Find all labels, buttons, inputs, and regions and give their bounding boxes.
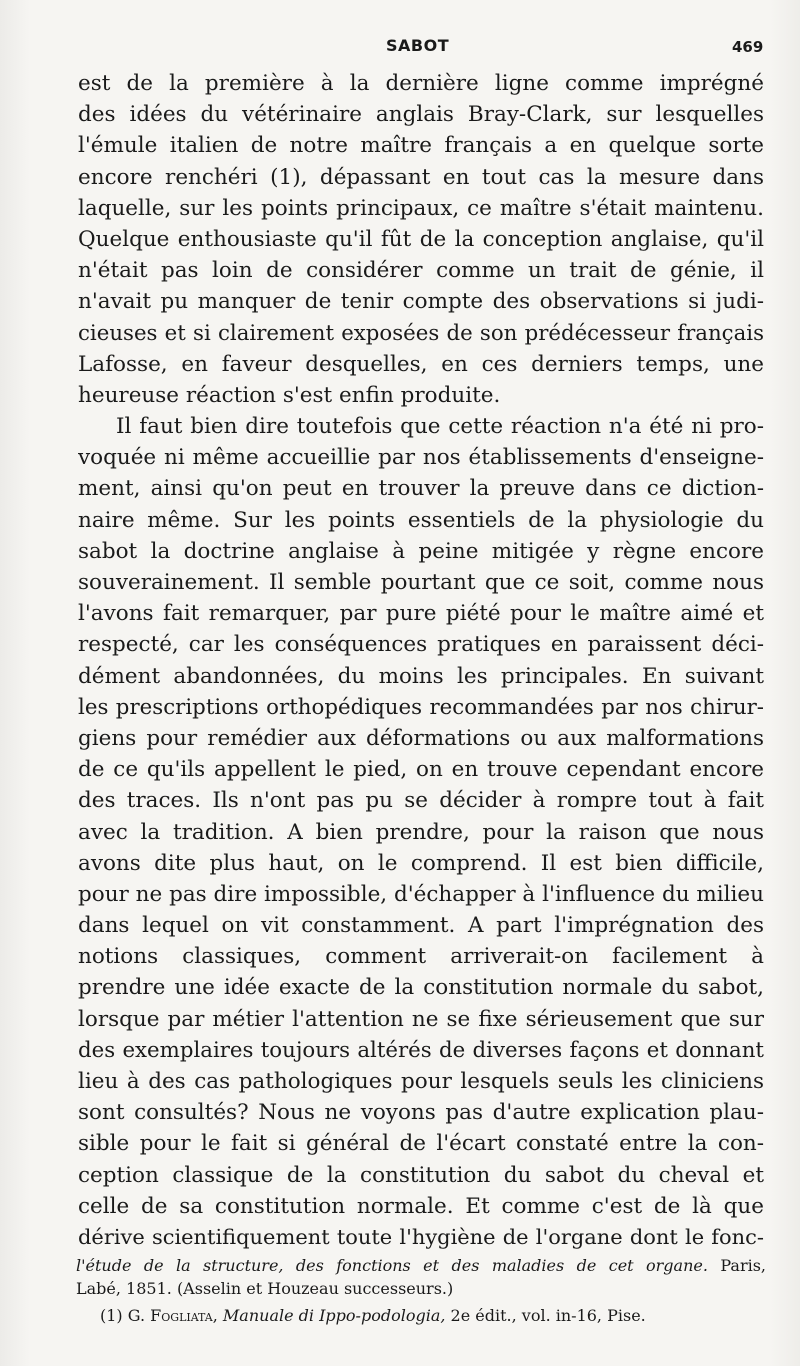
footnote-edition: 2e édit., vol. in-16, Pise. — [450, 1306, 646, 1325]
footnote-1 — [76, 1304, 766, 1327]
text-line: avons dite plus haut, on le comprend. Il est bien difficile, — [78, 850, 764, 876]
text-line: les prescriptions orthopédiques recommandées par nos chirur- — [78, 694, 764, 720]
footnote-continued-line-2: Labé, 1851. (Asselin et Houzeau successeurs.) — [76, 1279, 454, 1298]
text-line: n'était pas loin de considérer comme un trait de génie, il — [78, 258, 764, 284]
text-line: est de la première à la dernière ligne comme imprégné — [78, 71, 764, 96]
text-line: des exemplaires toujours altérés de diverses façons et donnant — [78, 1037, 764, 1063]
footnote-book-title: Manuale di Ippo-podologia, — [222, 1306, 446, 1325]
footnote-author: Fogliata, — [150, 1306, 218, 1325]
text-line-paragraph-end: heureuse réaction s'est enfin produite. — [78, 382, 501, 408]
text-line: voquée ni même accueillie par nos établissements d'enseigne- — [78, 445, 764, 471]
text-line: dans lequel on vit constamment. A part l'imprégnation des — [78, 913, 764, 939]
text-line: respecté, car les conséquences pratiques en paraissent déci- — [78, 632, 764, 658]
text-line: des traces. Ils n'ont pas pu se décider à rompre tout à fait — [78, 788, 764, 814]
footnote-continued-line — [76, 1254, 766, 1277]
text-line: lorsque par métier l'attention ne se fixe sérieusement que sur — [78, 1006, 764, 1032]
text-line: notions classiques, comment arriverait-on facilement à — [78, 944, 764, 970]
text-line: dément abandonnées, du moins les principales. En suivant — [78, 663, 764, 689]
footnote-marker: (1) — [100, 1306, 123, 1325]
footnote-continued-rest: Paris, — [707, 1256, 766, 1275]
text-line: l'émule italien de notre maître français a en quelque sorte — [78, 133, 764, 159]
running-head — [0, 36, 800, 58]
text-line: n'avait pu manquer de tenir compte des observations si judi- — [78, 289, 764, 315]
text-line: naire même. Sur les points essentiels de la physiologie du — [78, 507, 764, 533]
text-line: de ce qu'ils appellent le pied, on en trouve cependant encore — [78, 757, 764, 783]
text-line: giens pour remédier aux déformations ou aux malformations — [78, 725, 764, 751]
text-line: pour ne pas dire impossible, d'échapper à l'influence du milieu — [78, 881, 764, 907]
text-line: lieu à des cas pathologiques pour lesquels seuls les cliniciens — [78, 1069, 764, 1094]
text-line: des idées du vétérinaire anglais Bray-Clark, sur lesquelles — [78, 102, 764, 128]
text-line: l'avons fait remarquer, par pure piété pour le maître aimé et — [78, 601, 764, 627]
text-line: Quelque enthousiaste qu'il fût de la conception anglaise, qu'il — [78, 226, 764, 252]
text-line: celle de sa constitution normale. Et comme c'est de là que — [78, 1193, 764, 1219]
footnote-continued-italic: l'étude de la structure, des fonctions et des maladies de cet organe. — [76, 1256, 708, 1275]
text-line: cieuses et si clairement exposées de son prédécesseur français — [78, 320, 764, 346]
text-line: souverainement. Il semble pourtant que ce soit, comme nous — [78, 570, 764, 595]
text-line: prendre une idée exacte de la constitution normale du sabot, — [78, 975, 764, 1001]
text-line: encore renchéri (1), dépassant en tout cas la mesure dans — [78, 164, 764, 190]
footnotes — [76, 1254, 766, 1327]
text-line: ception classique de la constitution du sabot du cheval et — [78, 1162, 764, 1188]
running-head-title: SABOT — [386, 36, 450, 55]
text-line: sible pour le fait si général de l'écart constaté entre la con- — [78, 1131, 764, 1157]
footnote-author-initial: G. — [127, 1306, 146, 1325]
text-line: sont consultés? Nous ne voyons pas d'autre explication plau- — [78, 1100, 764, 1126]
text-line: laquelle, sur les points principaux, ce maître s'était maintenu. — [78, 195, 764, 221]
text-line: ment, ainsi qu'on peut en trouver la preuve dans ce diction- — [78, 476, 764, 502]
page-number: 469 — [732, 38, 764, 56]
text-line: Lafosse, en faveur desquelles, en ces derniers temps, une — [78, 351, 764, 377]
text-line: dérive scientifiquement toute l'hygiène de l'organe dont le fonc- — [78, 1224, 764, 1249]
text-line: sabot la doctrine anglaise à peine mitigée y règne encore — [78, 538, 764, 564]
text-line-paragraph-start: Il faut bien dire toutefois que cette réaction n'a été ni pro- — [116, 414, 764, 440]
body-text — [78, 68, 764, 1253]
text-line: avec la tradition. A bien prendre, pour la raison que nous — [78, 819, 764, 845]
